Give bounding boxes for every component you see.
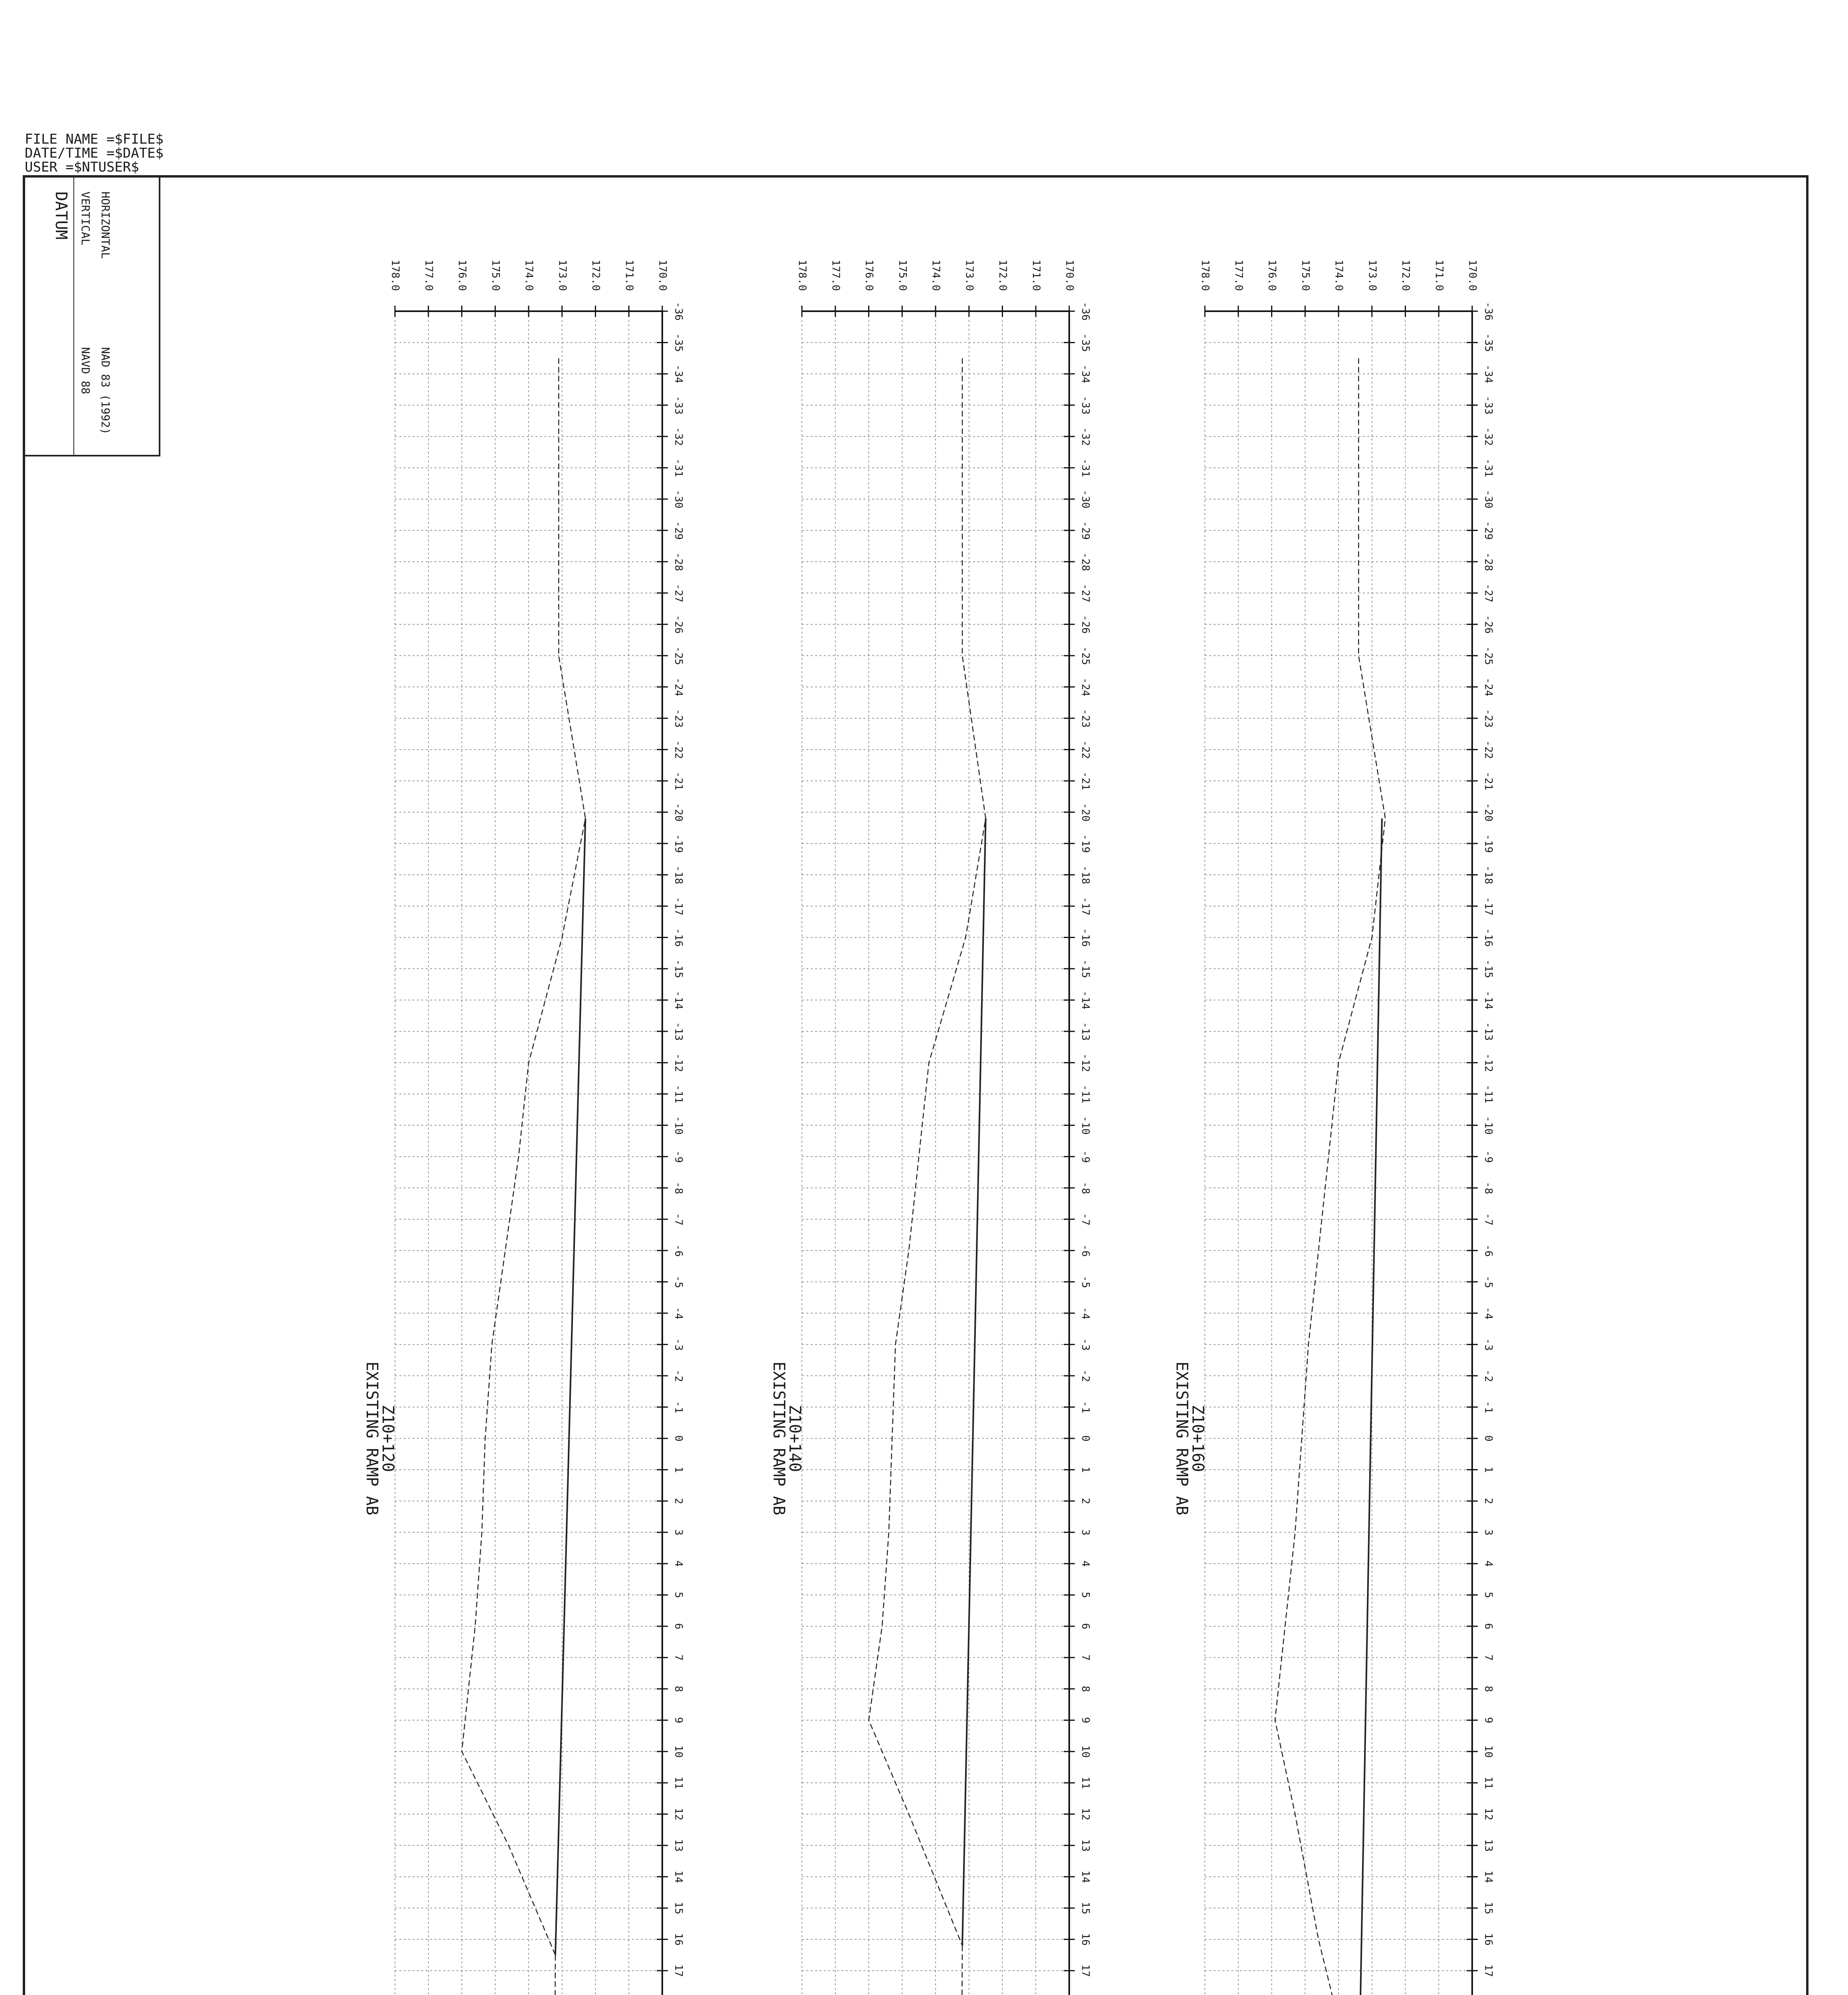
x-tick-label: -9 xyxy=(672,1150,685,1163)
x-tick-label: -36 xyxy=(672,302,685,321)
chart-subtitle: Z10+140 xyxy=(786,1404,804,1472)
x-tick-label: -25 xyxy=(1079,646,1092,665)
x-tick-label: -16 xyxy=(1079,928,1092,947)
x-tick-label: -36 xyxy=(1482,302,1495,321)
y-tick-label-top: 175.0 xyxy=(896,259,908,291)
x-tick-label: -28 xyxy=(672,552,685,571)
x-tick-label: -32 xyxy=(1079,427,1092,446)
x-tick-label: -5 xyxy=(1482,1275,1495,1288)
x-tick-label: -35 xyxy=(1079,333,1092,352)
x-tick-label: 8 xyxy=(1079,1685,1092,1692)
x-tick-label: -33 xyxy=(672,395,685,415)
x-tick-label: -19 xyxy=(1079,834,1092,853)
chart-title: EXISTING RAMP AB xyxy=(363,1361,381,1515)
y-tick-label-top: 172.0 xyxy=(997,259,1009,291)
x-tick-label: 10 xyxy=(1482,1745,1495,1758)
x-tick-label: -23 xyxy=(672,709,685,728)
x-tick-label: -27 xyxy=(672,583,685,602)
x-tick-label: 0 xyxy=(1079,1435,1092,1442)
x-tick-label: 11 xyxy=(1482,1776,1495,1789)
cross-section-chart-2 xyxy=(770,260,1092,1995)
datum-vertical-label: VERTICAL xyxy=(79,192,92,245)
x-tick-label: -20 xyxy=(1079,803,1092,822)
x-tick-label: -25 xyxy=(672,646,685,665)
y-tick-label-top: 178.0 xyxy=(389,259,401,291)
x-tick-label: -25 xyxy=(1482,646,1495,665)
x-tick-label: -7 xyxy=(672,1213,685,1226)
x-tick-label: -29 xyxy=(672,521,685,540)
x-tick-label: -15 xyxy=(1079,959,1092,978)
x-tick-label: -3 xyxy=(672,1338,685,1351)
x-tick-label: -8 xyxy=(1482,1181,1495,1194)
x-tick-label: -19 xyxy=(1482,834,1495,853)
x-tick-label: -28 xyxy=(1079,552,1092,571)
x-tick-label: -27 xyxy=(1482,583,1495,602)
x-tick-label: -34 xyxy=(1079,364,1092,383)
x-tick-label: -4 xyxy=(1079,1307,1092,1319)
datum-horizontal-value: NAD 83 (1992) xyxy=(99,347,112,435)
x-tick-label: -20 xyxy=(1482,803,1495,822)
x-tick-label: -24 xyxy=(672,678,685,697)
x-tick-label: -21 xyxy=(1079,771,1092,790)
x-tick-label: -30 xyxy=(672,490,685,509)
x-tick-label: 17 xyxy=(1482,1964,1495,1977)
datum-box xyxy=(24,176,160,456)
x-tick-label: -10 xyxy=(1079,1116,1092,1135)
x-tick-label: 13 xyxy=(1482,1839,1495,1852)
x-tick-label: 2 xyxy=(672,1498,685,1504)
x-tick-label: 13 xyxy=(1079,1839,1092,1852)
y-tick-label-top: 177.0 xyxy=(423,259,435,291)
x-tick-label: -10 xyxy=(672,1116,685,1135)
x-tick-label: -33 xyxy=(1079,395,1092,415)
datum-vertical-value: NAVD 88 xyxy=(79,347,92,395)
x-tick-label: 17 xyxy=(672,1964,685,1977)
y-tick-label-top: 171.0 xyxy=(1433,259,1445,291)
x-tick-label: -32 xyxy=(672,427,685,446)
x-tick-label: 9 xyxy=(672,1717,685,1724)
x-tick-label: -1 xyxy=(672,1400,685,1414)
datum-horizontal-label: HORIZONTAL xyxy=(99,192,112,259)
x-tick-label: -4 xyxy=(672,1307,685,1319)
x-tick-label: 3 xyxy=(672,1529,685,1536)
x-tick-label: -1 xyxy=(1079,1400,1092,1414)
x-tick-label: 7 xyxy=(672,1654,685,1661)
x-tick-label: -2 xyxy=(1079,1369,1092,1382)
x-tick-label: -26 xyxy=(1079,615,1092,634)
y-tick-label-top: 171.0 xyxy=(1030,259,1042,291)
x-tick-label: -9 xyxy=(1079,1150,1092,1163)
y-tick-label-top: 177.0 xyxy=(1232,259,1245,291)
header-date-time: DATE/TIME =$DATE$ xyxy=(25,145,164,161)
x-tick-label: -35 xyxy=(672,333,685,352)
x-tick-label: 15 xyxy=(672,1902,685,1914)
x-tick-label: 1 xyxy=(1482,1466,1495,1473)
x-tick-label: -19 xyxy=(672,834,685,853)
x-tick-label: 14 xyxy=(672,1870,685,1883)
y-tick-label-top: 171.0 xyxy=(623,259,635,291)
x-tick-label: -22 xyxy=(1482,740,1495,759)
x-tick-label: 13 xyxy=(672,1839,685,1852)
y-tick-label-top: 173.0 xyxy=(556,259,569,291)
y-tick-label-top: 178.0 xyxy=(796,259,808,291)
chart-subtitle: Z10+160 xyxy=(1189,1404,1207,1472)
x-tick-label: -8 xyxy=(1079,1181,1092,1194)
x-tick-label: -30 xyxy=(1079,490,1092,509)
x-tick-label: -6 xyxy=(672,1244,685,1257)
y-tick-label-top: 172.0 xyxy=(590,259,602,291)
x-tick-label: 5 xyxy=(1079,1592,1092,1598)
x-tick-label: 9 xyxy=(1079,1717,1092,1724)
y-tick-label-top: 176.0 xyxy=(1266,259,1278,291)
x-tick-label: -21 xyxy=(672,771,685,790)
x-tick-label: 15 xyxy=(1482,1902,1495,1914)
y-tick-label-top: 178.0 xyxy=(1199,259,1211,291)
x-tick-label: -22 xyxy=(1079,740,1092,759)
x-tick-label: 5 xyxy=(672,1592,685,1598)
x-tick-label: 10 xyxy=(672,1745,685,1758)
x-tick-label: 8 xyxy=(1482,1685,1495,1692)
x-tick-label: -29 xyxy=(1482,521,1495,540)
x-tick-label: -24 xyxy=(1079,678,1092,697)
x-tick-label: -14 xyxy=(1079,990,1092,1009)
x-tick-label: 17 xyxy=(1079,1964,1092,1977)
x-tick-label: -5 xyxy=(672,1275,685,1288)
x-tick-label: 1 xyxy=(1079,1466,1092,1473)
x-tick-label: -26 xyxy=(672,615,685,634)
existing-ground-line-3 xyxy=(552,1955,555,1995)
x-tick-label: 5 xyxy=(1482,1592,1495,1598)
x-tick-label: -6 xyxy=(1079,1244,1092,1257)
x-tick-label: -9 xyxy=(1482,1150,1495,1163)
x-tick-label: -10 xyxy=(1482,1116,1495,1135)
datum-title: DATUM xyxy=(52,192,70,240)
x-tick-label: 8 xyxy=(672,1685,685,1692)
y-tick-label-top: 176.0 xyxy=(863,259,875,291)
x-tick-label: -28 xyxy=(1482,552,1495,571)
x-tick-label: 7 xyxy=(1079,1654,1092,1661)
x-tick-label: -18 xyxy=(1079,865,1092,884)
x-tick-label: -13 xyxy=(1482,1022,1495,1041)
x-tick-label: 15 xyxy=(1079,1902,1092,1914)
x-tick-label: 2 xyxy=(1079,1498,1092,1504)
x-tick-label: 4 xyxy=(672,1560,685,1567)
x-tick-label: 11 xyxy=(1079,1776,1092,1789)
x-tick-label: 14 xyxy=(1079,1870,1092,1883)
x-tick-label: -3 xyxy=(1079,1338,1092,1351)
x-tick-label: -13 xyxy=(1079,1022,1092,1041)
x-tick-label: 4 xyxy=(1079,1560,1092,1567)
y-tick-label-top: 174.0 xyxy=(523,259,535,291)
x-tick-label: 0 xyxy=(1482,1435,1495,1442)
x-tick-label: -20 xyxy=(672,803,685,822)
y-tick-label-top: 174.0 xyxy=(1333,259,1345,291)
x-tick-label: -16 xyxy=(672,928,685,947)
y-tick-label-top: 177.0 xyxy=(829,259,842,291)
x-tick-label: -34 xyxy=(672,364,685,383)
x-tick-label: 4 xyxy=(1482,1560,1495,1567)
x-tick-label: 6 xyxy=(672,1623,685,1630)
x-tick-label: -31 xyxy=(1482,458,1495,477)
x-tick-label: -23 xyxy=(1482,709,1495,728)
x-tick-label: -7 xyxy=(1079,1213,1092,1226)
x-tick-label: 12 xyxy=(1079,1808,1092,1821)
x-tick-label: -36 xyxy=(1079,302,1092,321)
y-tick-label-top: 175.0 xyxy=(489,259,501,291)
existing-ground-line-2 xyxy=(869,358,986,1946)
proposed-grade-line-1 xyxy=(1358,818,1382,1995)
proposed-grade-line-1 xyxy=(962,818,986,1946)
x-tick-label: -17 xyxy=(672,897,685,916)
x-tick-label: -27 xyxy=(1079,583,1092,602)
x-tick-label: 16 xyxy=(672,1933,685,1946)
x-tick-label: 12 xyxy=(672,1808,685,1821)
x-tick-label: -21 xyxy=(1482,771,1495,790)
x-tick-label: -15 xyxy=(672,959,685,978)
x-tick-label: 1 xyxy=(672,1466,685,1473)
y-tick-label-top: 176.0 xyxy=(456,259,468,291)
x-tick-label: -6 xyxy=(1482,1244,1495,1257)
x-tick-label: -14 xyxy=(672,990,685,1009)
x-tick-label: -4 xyxy=(1482,1307,1495,1319)
x-tick-label: -30 xyxy=(1482,490,1495,509)
y-tick-label-top: 175.0 xyxy=(1299,259,1311,291)
x-tick-label: -2 xyxy=(672,1369,685,1382)
x-tick-label: -33 xyxy=(1482,395,1495,415)
y-tick-label-top: 170.0 xyxy=(1063,259,1076,291)
x-tick-label: 11 xyxy=(672,1776,685,1789)
x-tick-label: -34 xyxy=(1482,364,1495,383)
x-tick-label: -24 xyxy=(1482,678,1495,697)
x-tick-label: -14 xyxy=(1482,990,1495,1009)
x-tick-label: 10 xyxy=(1079,1745,1092,1758)
existing-ground-line-3 xyxy=(959,1946,962,1995)
y-tick-label-top: 173.0 xyxy=(1366,259,1378,291)
x-tick-label: -32 xyxy=(1482,427,1495,446)
file-header xyxy=(25,131,164,175)
y-tick-label-top: 170.0 xyxy=(1466,259,1479,291)
x-tick-label: 3 xyxy=(1482,1529,1495,1536)
x-tick-label: -15 xyxy=(1482,959,1495,978)
x-tick-label: -12 xyxy=(1079,1053,1092,1072)
x-tick-label: -18 xyxy=(672,865,685,884)
x-tick-label: -5 xyxy=(1079,1275,1092,1288)
x-tick-label: -31 xyxy=(672,458,685,477)
x-tick-label: -13 xyxy=(672,1022,685,1041)
x-tick-label: -11 xyxy=(1079,1084,1092,1104)
x-tick-label: 16 xyxy=(1079,1933,1092,1946)
chart-panels xyxy=(363,260,1495,1995)
x-tick-label: 6 xyxy=(1482,1623,1495,1630)
y-tick-label-top: 173.0 xyxy=(963,259,975,291)
x-tick-label: -2 xyxy=(1482,1369,1495,1382)
x-tick-label: -29 xyxy=(1079,521,1092,540)
cross-section-chart-3 xyxy=(363,260,685,1995)
x-tick-label: 9 xyxy=(1482,1717,1495,1724)
sheet-border xyxy=(24,176,1807,1995)
x-tick-label: 6 xyxy=(1079,1623,1092,1630)
x-tick-label: -11 xyxy=(1482,1084,1495,1104)
chart-subtitle: Z10+120 xyxy=(379,1404,397,1472)
x-tick-label: -8 xyxy=(672,1181,685,1194)
x-tick-label: -7 xyxy=(1482,1213,1495,1226)
x-tick-label: -35 xyxy=(1482,333,1495,352)
x-tick-label: -12 xyxy=(672,1053,685,1072)
header-file-name: FILE NAME =$FILE$ xyxy=(25,131,164,147)
chart-title: EXISTING RAMP AB xyxy=(1173,1361,1191,1515)
x-tick-label: 12 xyxy=(1482,1808,1495,1821)
x-tick-label: -17 xyxy=(1079,897,1092,916)
x-tick-label: -31 xyxy=(1079,458,1092,477)
header-user: USER =$NTUSER$ xyxy=(25,159,139,175)
x-tick-label: -18 xyxy=(1482,865,1495,884)
cross-section-chart-1 xyxy=(1173,260,1495,1995)
x-tick-label: 16 xyxy=(1482,1933,1495,1946)
proposed-grade-line-1 xyxy=(555,818,585,1955)
x-tick-label: -1 xyxy=(1482,1400,1495,1414)
x-tick-label: 0 xyxy=(672,1435,685,1442)
x-tick-label: 2 xyxy=(1482,1498,1495,1504)
y-tick-label-top: 174.0 xyxy=(930,259,942,291)
x-tick-label: -11 xyxy=(672,1084,685,1104)
x-tick-label: -26 xyxy=(1482,615,1495,634)
x-tick-label: 3 xyxy=(1079,1529,1092,1536)
x-tick-label: -23 xyxy=(1079,709,1092,728)
x-tick-label: -17 xyxy=(1482,897,1495,916)
chart-title: EXISTING RAMP AB xyxy=(770,1361,788,1515)
existing-ground-line-2 xyxy=(1275,358,1385,1995)
x-tick-label: 14 xyxy=(1482,1870,1495,1883)
x-tick-label: -12 xyxy=(1482,1053,1495,1072)
x-tick-label: 7 xyxy=(1482,1654,1495,1661)
x-tick-label: -3 xyxy=(1482,1338,1495,1351)
x-tick-label: -16 xyxy=(1482,928,1495,947)
y-tick-label-top: 170.0 xyxy=(656,259,669,291)
y-tick-label-top: 172.0 xyxy=(1400,259,1412,291)
x-tick-label: -22 xyxy=(672,740,685,759)
